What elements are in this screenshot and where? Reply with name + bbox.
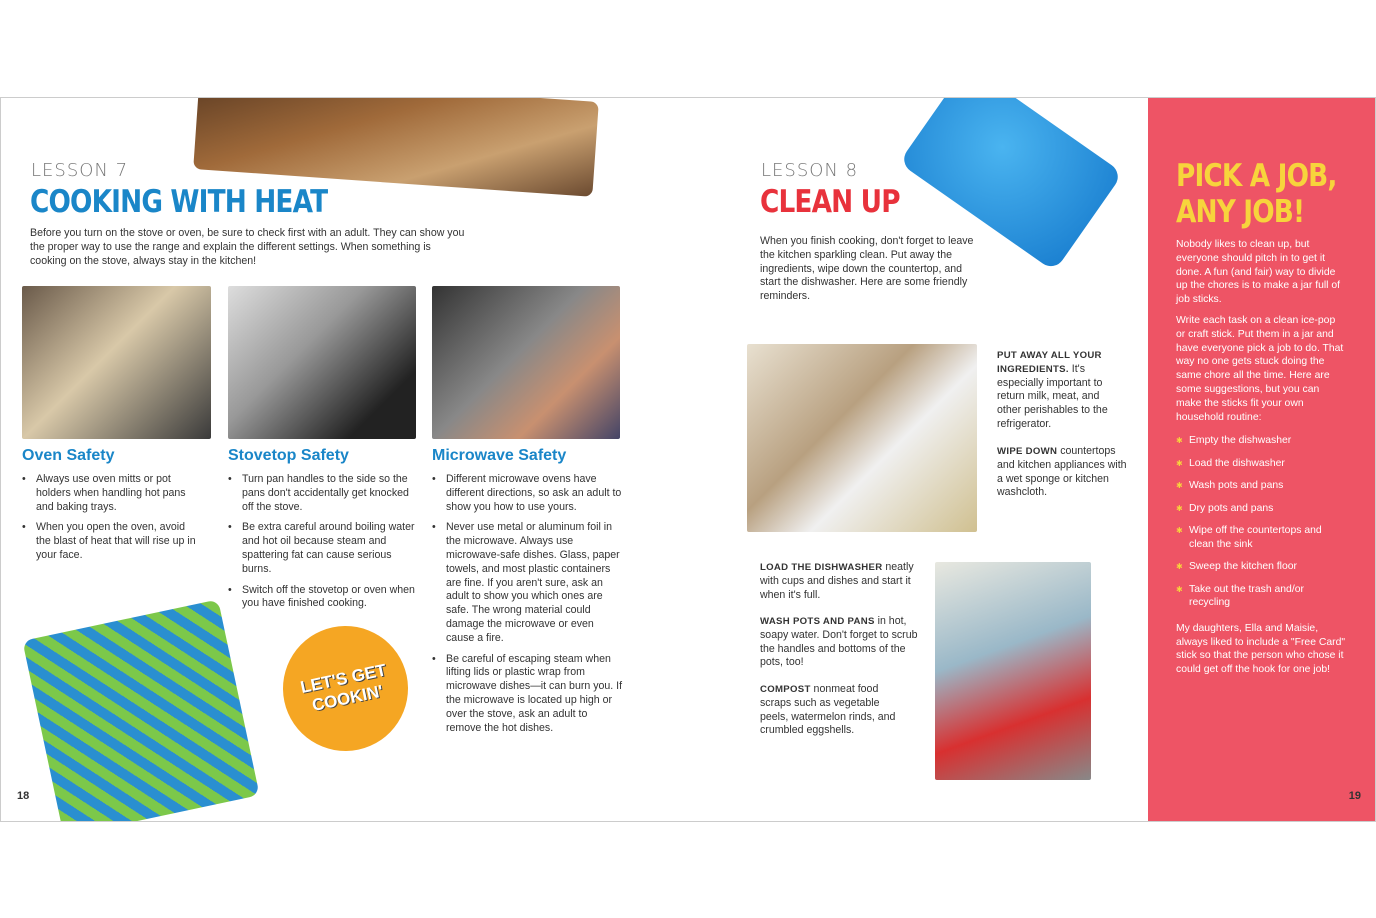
chore-item: ✱ Take out the trash and/or recycling [1176,583,1346,610]
stovetop-photo [228,286,416,439]
bullet: • Switch off the stovetop or oven when you have finished cooking. [228,584,418,612]
bullet: • Be extra careful around boiling water and hot oil because steam and spattering fat can cause serious burns. [228,521,418,576]
tip-lead: LOAD THE DISHWASHER [760,562,883,573]
bullet: • Turn pan handles to the side so the pans don't accidentally get knocked off the stove. [228,473,418,514]
oven-photo [22,286,211,439]
tip-load-dishwasher [760,561,915,602]
section-heading: Oven Safety [22,447,115,464]
tip-text: nonmeat food scraps such as vegetable peels, watermelon rinds, and crumbled eggshells. [760,683,896,737]
section-heading: Microwave Safety [432,447,567,464]
tip-lead: WIPE DOWN [997,446,1058,457]
chore-item: ✱ Empty the dishwasher [1176,434,1346,448]
potholder-photo [22,599,259,822]
chore-item: ✱ Dry pots and pans [1176,502,1346,516]
bullet: • When you open the oven, avoid the blast of heat that will rise up in your face. [22,521,202,562]
sidebar-title: PICK A JOB, ANY JOB! [1176,158,1337,230]
page-number: 19 [1348,790,1361,802]
intro-text: Before you turn on the stove or oven, be sure to check first with an adult. They can show you the proper way to use the range and explain the different settings. When something is cooking on the stove, always stay in the kitchen! [30,227,465,267]
tip-text: countertops and kitchen appliances with a wet sponge or kitchen washcloth. [997,445,1127,499]
tip-text: neatly with cups and dishes and start it when it's full. [760,561,914,601]
stovetop-safety-section [228,447,418,618]
section-heading: Stovetop Safety [228,447,349,464]
book-spread [0,97,1376,822]
sidebar-para: Write each task on a clean ice-pop or craft stick. Put them in a jar and have everyone pick a job to do. That way no one gets stuck doing the same chore all the time. Here are some suggestions, but you can make the sticks fit your own household routine: [1176,314,1344,423]
bullet: • Never use metal or aluminum foil in the microwave. Always use microwave-safe dishes. Glass, paper towels, and most plastic containers are fine. If you aren't sure, ask an adult to show you which ones are safe. The wrong material could damage the microwave or even cause a fire. [432,521,624,645]
tip-lead: PUT AWAY ALL YOUR INGREDIENTS. [997,350,1102,375]
pick-a-job-sidebar [1148,98,1376,822]
tip-compost [760,683,900,738]
chore-item: ✱ Wash pots and pans [1176,479,1346,493]
page-title: CLEAN UP [760,184,900,220]
chore-list [1176,434,1346,610]
tip-wash-pots [760,615,918,670]
bullet: • Different microwave ovens have different directions, so ask an adult to show you how to use yours. [432,473,624,514]
tip-wipe-down [997,445,1127,500]
microwave-safety-section [432,447,624,742]
boy-washing-photo [935,562,1091,780]
bullet: • Always use oven mitts or pot holders when handling hot pans and baking trays. [22,473,202,514]
roasted-vegetables-photo [193,97,599,197]
microwave-photo [432,286,620,439]
oven-safety-section [22,447,202,570]
lesson-label: LESSON 7 [31,160,129,181]
lets-get-cookin-badge: LET'S GET COOKIN' [271,614,419,762]
page-title: COOKING WITH HEAT [30,184,328,220]
tip-text: in hot, soapy water. Don't forget to scrub the handles and bottoms of the pots, too! [760,615,918,669]
chore-item: ✱ Load the dishwasher [1176,457,1346,471]
sidebar-para: My daughters, Ella and Maisie, always liked to include a "Free Card" stick so that the person who chose it could get off the hook for one job! [1176,622,1346,676]
girls-cleaning-photo [747,344,977,532]
intro-text: When you finish cooking, don't forget to leave the kitchen sparkling clean. Put away the ingredients, wipe down the countertop, and start the dishwasher. Here are some friendly reminders. [760,235,974,303]
tip-lead: WASH POTS AND PANS [760,616,875,627]
tip-put-away [997,349,1122,432]
chore-item: ✱ Wipe off the countertops and clean the sink [1176,524,1346,551]
page-number: 18 [17,790,30,802]
sidebar-para: Nobody likes to clean up, but everyone should pitch in to get it done. A fun (and fair) way to divide up the chores is to make a jar full of job sticks. [1176,239,1341,306]
tip-text: It's especially important to return milk, meat, and other perishables to the refrigerator. [997,362,1108,430]
chore-item: ✱ Sweep the kitchen floor [1176,560,1346,574]
tip-lead: COMPOST [760,684,811,695]
lesson-label: LESSON 8 [761,160,859,181]
bullet: • Be careful of escaping steam when lifting lids or plastic wrap from microwave dishes—it can burn you. If the microwave is located up high or over the stove, ask an adult to remove the hot dishes. [432,653,624,736]
